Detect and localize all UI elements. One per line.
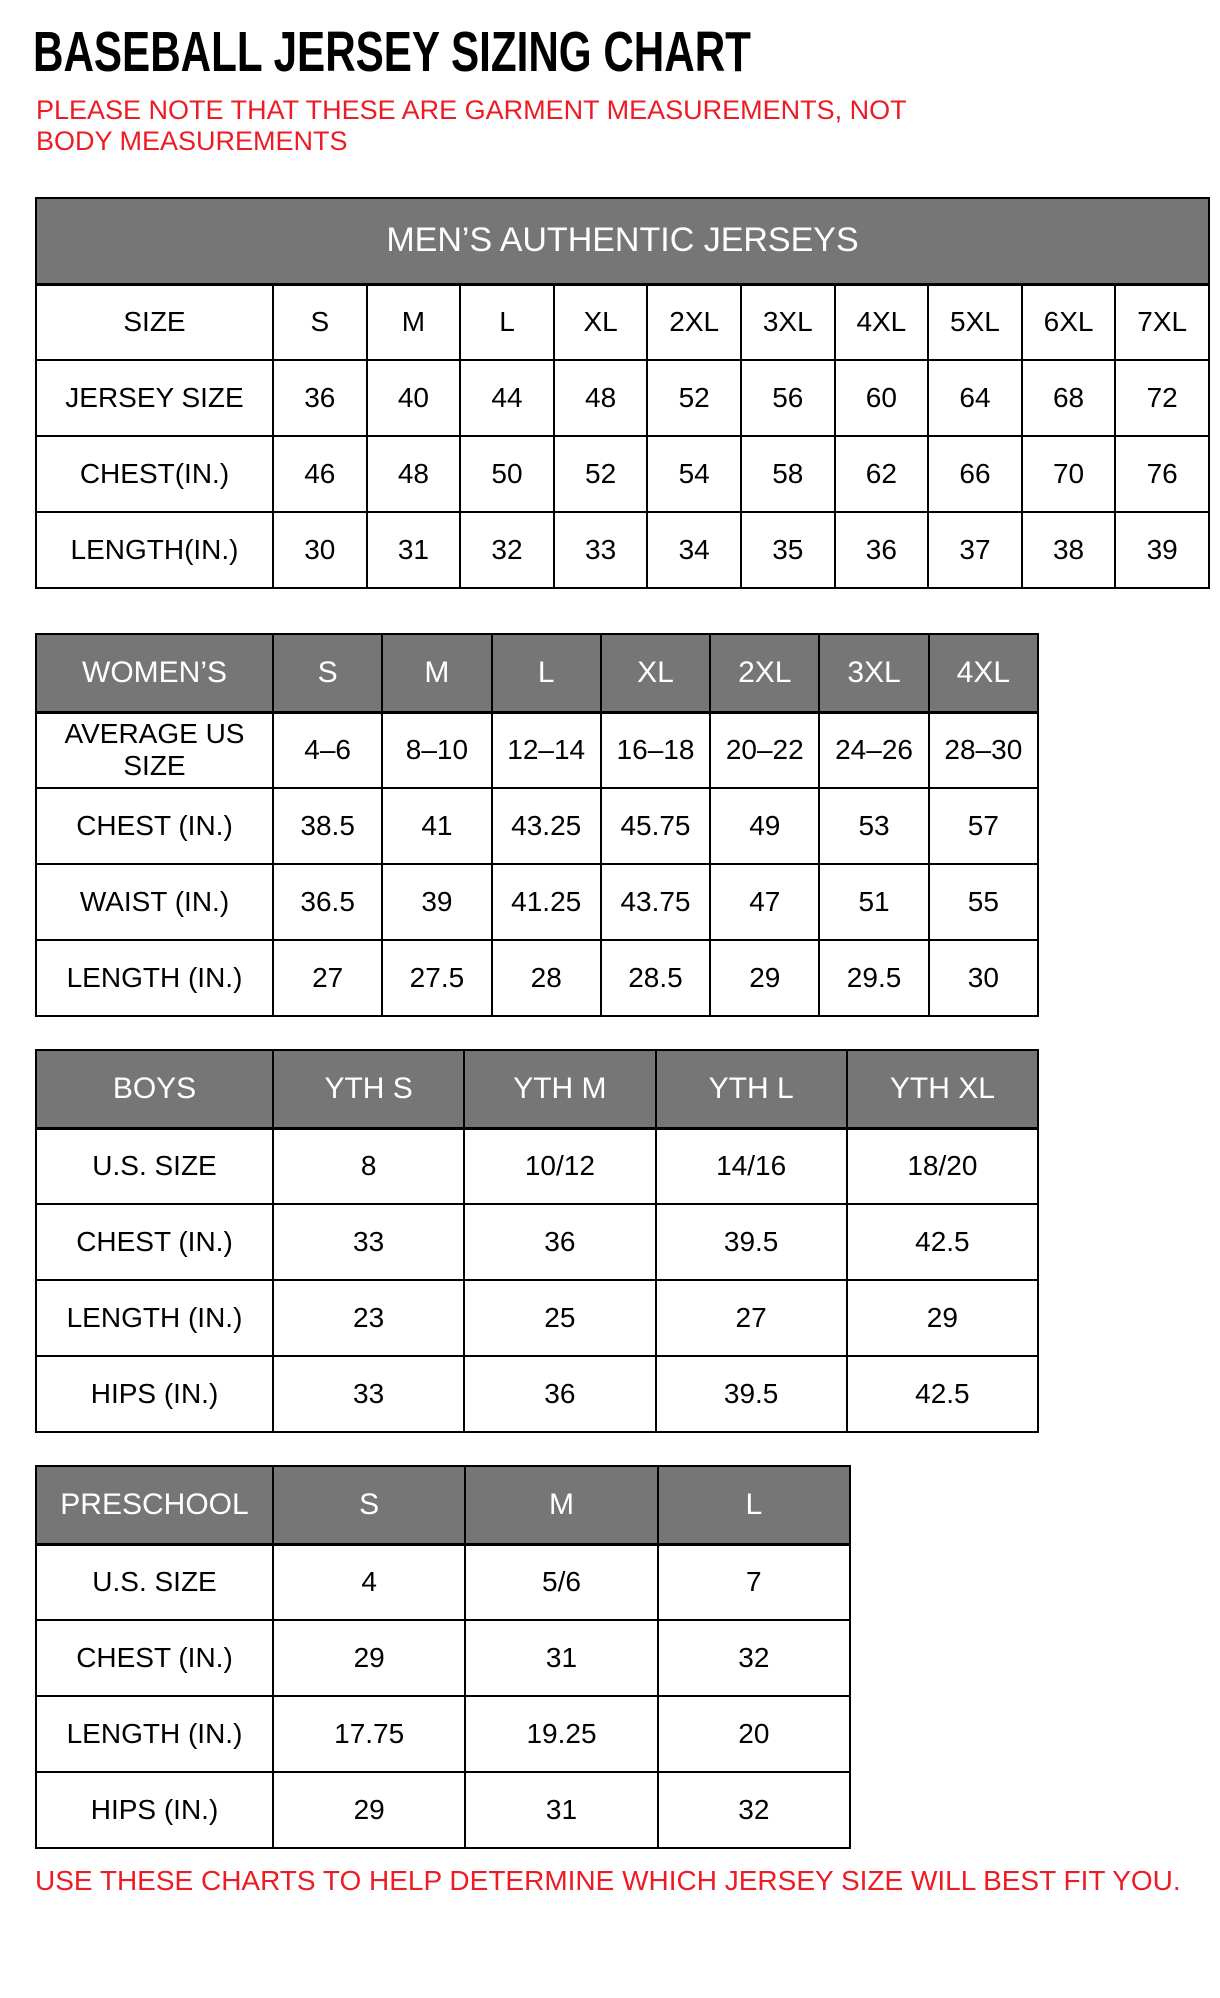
value-cell: 41.25 (492, 864, 601, 940)
value-cell: 14/16 (656, 1128, 847, 1204)
womens-row (36, 940, 1038, 1016)
value-cell: 60 (835, 360, 929, 436)
boys-header-size-cell: YTH S (273, 1050, 464, 1128)
row-label-cell: U.S. SIZE (36, 1544, 273, 1620)
value-cell: 49 (710, 788, 819, 864)
page-title (33, 20, 1220, 84)
mens-row (36, 512, 1209, 588)
value-cell: 28 (492, 940, 601, 1016)
preschool-row (36, 1620, 850, 1696)
womens-header-size-cell: 4XL (929, 634, 1038, 712)
value-cell: 27 (273, 940, 382, 1016)
row-label-cell: CHEST (IN.) (36, 1204, 273, 1280)
value-cell: 29 (710, 940, 819, 1016)
value-cell: 68 (1022, 360, 1116, 436)
value-cell: 53 (819, 788, 928, 864)
value-cell: 52 (554, 436, 648, 512)
preschool-row (36, 1696, 850, 1772)
value-cell: 29 (273, 1772, 465, 1848)
value-cell: 47 (710, 864, 819, 940)
value-cell: 29 (847, 1280, 1038, 1356)
value-cell: 48 (367, 436, 461, 512)
preschool-table (35, 1465, 851, 1849)
value-cell: 39.5 (656, 1356, 847, 1432)
value-cell: 28.5 (601, 940, 710, 1016)
value-cell: 3XL (741, 284, 835, 360)
value-cell: 29.5 (819, 940, 928, 1016)
value-cell: 62 (835, 436, 929, 512)
value-cell: 44 (460, 360, 554, 436)
value-cell: XL (554, 284, 648, 360)
value-cell: 32 (658, 1620, 850, 1696)
value-cell: 30 (273, 512, 367, 588)
footer-note: USE THESE CHARTS TO HELP DETERMINE WHICH JERSEY SIZE WILL BEST FIT YOU. (35, 1865, 1181, 1897)
womens-row (36, 788, 1038, 864)
mens-row (36, 360, 1209, 436)
boys-row (36, 1356, 1038, 1432)
value-cell: 40 (367, 360, 461, 436)
value-cell: 10/12 (464, 1128, 655, 1204)
preschool-header-size-cell: S (273, 1466, 465, 1544)
value-cell: 58 (741, 436, 835, 512)
value-cell: 70 (1022, 436, 1116, 512)
value-cell: 7XL (1115, 284, 1209, 360)
row-label-cell: CHEST (IN.) (36, 788, 273, 864)
value-cell: 43.75 (601, 864, 710, 940)
value-cell: L (460, 284, 554, 360)
value-cell: 38.5 (273, 788, 382, 864)
value-cell: 31 (465, 1620, 657, 1696)
row-label-cell: LENGTH (IN.) (36, 1696, 273, 1772)
womens-table (35, 633, 1039, 1017)
value-cell: 19.25 (465, 1696, 657, 1772)
boys-header-size-cell: YTH M (464, 1050, 655, 1128)
value-cell: 39.5 (656, 1204, 847, 1280)
value-cell: 4 (273, 1544, 465, 1620)
womens-row (36, 712, 1038, 788)
value-cell: 27.5 (382, 940, 491, 1016)
womens-header-size-cell: M (382, 634, 491, 712)
row-label-cell: HIPS (IN.) (36, 1356, 273, 1432)
value-cell: 36 (464, 1204, 655, 1280)
value-cell: 31 (367, 512, 461, 588)
row-label-cell: LENGTH(IN.) (36, 512, 273, 588)
value-cell: 66 (928, 436, 1022, 512)
womens-header-size-cell: L (492, 634, 601, 712)
row-label-cell: LENGTH (IN.) (36, 940, 273, 1016)
row-label-cell: SIZE (36, 284, 273, 360)
preschool-header-label-cell: PRESCHOOL (36, 1466, 273, 1544)
value-cell: 30 (929, 940, 1038, 1016)
value-cell: 18/20 (847, 1128, 1038, 1204)
value-cell: 36 (273, 360, 367, 436)
value-cell: 39 (382, 864, 491, 940)
value-cell: 32 (460, 512, 554, 588)
mens-row (36, 284, 1209, 360)
value-cell: 17.75 (273, 1696, 465, 1772)
value-cell: 46 (273, 436, 367, 512)
row-label-cell: CHEST(IN.) (36, 436, 273, 512)
preschool-row (36, 1544, 850, 1620)
value-cell: 36 (835, 512, 929, 588)
womens-header-size-cell: S (273, 634, 382, 712)
row-label-cell: AVERAGE US SIZE (36, 712, 273, 788)
row-label-cell: WAIST (IN.) (36, 864, 273, 940)
garment-measurements-note: PLEASE NOTE THAT THESE ARE GARMENT MEASUREMENTS, NOT BODY MEASUREMENTS (36, 95, 907, 157)
value-cell: 41 (382, 788, 491, 864)
mens-header-title-cell: MEN’S AUTHENTIC JERSEYS (36, 198, 1209, 284)
row-label-cell: HIPS (IN.) (36, 1772, 273, 1848)
value-cell: 4XL (835, 284, 929, 360)
mens-row (36, 436, 1209, 512)
value-cell: 12–14 (492, 712, 601, 788)
boys-header-size-cell: YTH XL (847, 1050, 1038, 1128)
mens-table (35, 197, 1210, 589)
womens-header-row (36, 634, 1038, 712)
value-cell: 52 (647, 360, 741, 436)
value-cell: 32 (658, 1772, 850, 1848)
value-cell: 16–18 (601, 712, 710, 788)
value-cell: 20–22 (710, 712, 819, 788)
value-cell: 36 (464, 1356, 655, 1432)
mens-header-row (36, 198, 1209, 284)
value-cell: 55 (929, 864, 1038, 940)
value-cell: 33 (273, 1356, 464, 1432)
value-cell: 23 (273, 1280, 464, 1356)
value-cell: S (273, 284, 367, 360)
value-cell: 76 (1115, 436, 1209, 512)
value-cell: 54 (647, 436, 741, 512)
boys-header-size-cell: YTH L (656, 1050, 847, 1128)
value-cell: 25 (464, 1280, 655, 1356)
value-cell: 43.25 (492, 788, 601, 864)
value-cell: 29 (273, 1620, 465, 1696)
boys-header-label-cell: BOYS (36, 1050, 273, 1128)
value-cell: 42.5 (847, 1356, 1038, 1432)
value-cell: 45.75 (601, 788, 710, 864)
value-cell: 56 (741, 360, 835, 436)
boys-row (36, 1204, 1038, 1280)
value-cell: 33 (554, 512, 648, 588)
value-cell: 24–26 (819, 712, 928, 788)
preschool-row (36, 1772, 850, 1848)
value-cell: 31 (465, 1772, 657, 1848)
value-cell: 20 (658, 1696, 850, 1772)
value-cell: 35 (741, 512, 835, 588)
value-cell: 36.5 (273, 864, 382, 940)
row-label-cell: CHEST (IN.) (36, 1620, 273, 1696)
boys-row (36, 1128, 1038, 1204)
value-cell: 8–10 (382, 712, 491, 788)
value-cell: 4–6 (273, 712, 382, 788)
womens-header-label-cell: WOMEN’S (36, 634, 273, 712)
value-cell: 50 (460, 436, 554, 512)
boys-table (35, 1049, 1039, 1433)
row-label-cell: U.S. SIZE (36, 1128, 273, 1204)
womens-header-size-cell: XL (601, 634, 710, 712)
value-cell: 5/6 (465, 1544, 657, 1620)
value-cell: 6XL (1022, 284, 1116, 360)
boys-header-row (36, 1050, 1038, 1128)
value-cell: 51 (819, 864, 928, 940)
tables-host (35, 197, 1220, 1849)
value-cell: 7 (658, 1544, 850, 1620)
value-cell: 39 (1115, 512, 1209, 588)
value-cell: 33 (273, 1204, 464, 1280)
preschool-header-size-cell: L (658, 1466, 850, 1544)
boys-row (36, 1280, 1038, 1356)
row-label-cell: LENGTH (IN.) (36, 1280, 273, 1356)
value-cell: 34 (647, 512, 741, 588)
value-cell: 42.5 (847, 1204, 1038, 1280)
womens-header-size-cell: 3XL (819, 634, 928, 712)
value-cell: 5XL (928, 284, 1022, 360)
value-cell: 72 (1115, 360, 1209, 436)
value-cell: 27 (656, 1280, 847, 1356)
value-cell: 28–30 (929, 712, 1038, 788)
value-cell: 57 (929, 788, 1038, 864)
value-cell: M (367, 284, 461, 360)
value-cell: 64 (928, 360, 1022, 436)
value-cell: 2XL (647, 284, 741, 360)
preschool-header-row (36, 1466, 850, 1544)
womens-header-size-cell: 2XL (710, 634, 819, 712)
value-cell: 38 (1022, 512, 1116, 588)
preschool-header-size-cell: M (465, 1466, 657, 1544)
womens-row (36, 864, 1038, 940)
page-title-text: BASEBALL JERSEY SIZING CHART (33, 20, 751, 84)
row-label-cell: JERSEY SIZE (36, 360, 273, 436)
value-cell: 8 (273, 1128, 464, 1204)
value-cell: 37 (928, 512, 1022, 588)
value-cell: 48 (554, 360, 648, 436)
